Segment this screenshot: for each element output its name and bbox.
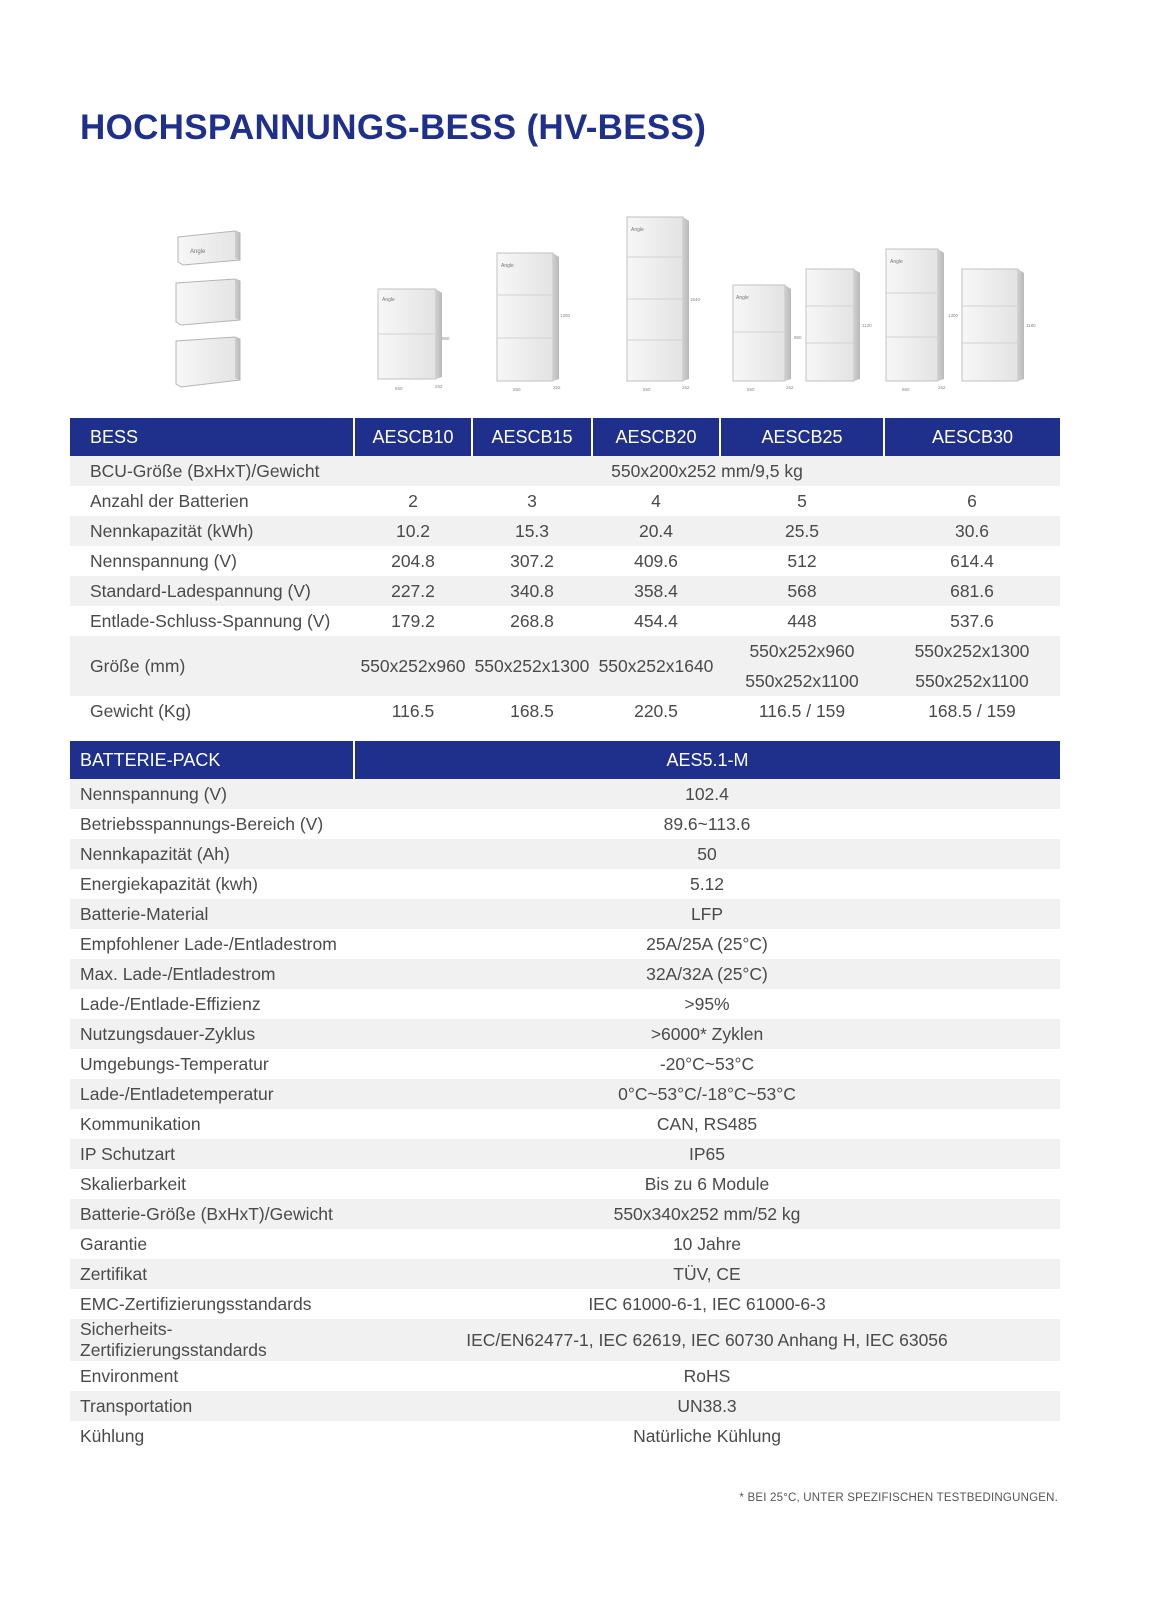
table-row bbox=[70, 546, 1060, 576]
cell-value: 15.3 bbox=[472, 516, 592, 546]
width-dim: 550 bbox=[747, 387, 755, 392]
width-dim: 550 bbox=[395, 386, 403, 391]
table-row bbox=[70, 869, 1060, 899]
cell-value: 25.5 bbox=[720, 516, 884, 546]
cell-value: 30.6 bbox=[884, 516, 1060, 546]
page-title: HOCHSPANNUNGS-BESS (HV-BESS) bbox=[80, 108, 707, 147]
pack-header-row bbox=[70, 741, 1060, 779]
cell-value: 550x340x252 mm/52 kg bbox=[354, 1199, 1060, 1229]
depth-dim: 252 bbox=[938, 385, 946, 390]
cell-value: 358.4 bbox=[592, 576, 720, 606]
brand-mark: Angle bbox=[382, 297, 395, 303]
table-row bbox=[70, 1049, 1060, 1079]
height-dim: 960 bbox=[794, 335, 802, 340]
table-row bbox=[70, 1259, 1060, 1289]
row-label: Lade-/Entladetemperatur bbox=[70, 1079, 354, 1109]
row-label: Nutzungsdauer-Zyklus bbox=[70, 1019, 354, 1049]
cell-value: 568 bbox=[720, 576, 884, 606]
row-label: Garantie bbox=[80, 1233, 148, 1254]
size-value-top: 550x252x1300 bbox=[914, 641, 1030, 661]
cell-value: Bis zu 6 Module bbox=[644, 1173, 770, 1194]
cell-value: 409.6 bbox=[634, 550, 678, 571]
cell-value: CAN, RS485 bbox=[656, 1113, 758, 1134]
cell-value: 537.6 bbox=[950, 610, 994, 631]
row-label: IP Schutzart bbox=[70, 1139, 354, 1169]
table-row bbox=[70, 809, 1060, 839]
exploded-stack-image bbox=[176, 231, 240, 387]
brand-mark: Angle bbox=[890, 259, 903, 265]
cell-value: 32A/32A (25°C) bbox=[354, 959, 1060, 989]
cell-value: -20°C~53°C bbox=[659, 1053, 755, 1074]
bess-header-row bbox=[70, 418, 1060, 456]
table-row bbox=[70, 1391, 1060, 1421]
cell-value bbox=[720, 636, 884, 696]
model-header-aescb30: AESCB30 bbox=[884, 418, 1060, 456]
size-value-top: 550x252x960 bbox=[749, 641, 855, 661]
cell-value: 227.2 bbox=[354, 576, 472, 606]
cell-value: UN38.3 bbox=[354, 1391, 1060, 1421]
cell-value: 550x252x960 bbox=[354, 636, 472, 696]
height-dim-2: 1120 bbox=[862, 323, 872, 328]
row-label: Nennkapazität (kWh) bbox=[70, 516, 354, 546]
row-label: Anzahl der Batterien bbox=[90, 490, 249, 511]
cell-value: 4 bbox=[651, 490, 661, 511]
row-label: BCU-Größe (BxHxT)/Gewicht bbox=[70, 456, 354, 486]
cell-value: 340.8 bbox=[472, 576, 592, 606]
cell-value: 89.6~113.6 bbox=[663, 813, 751, 834]
table-row bbox=[70, 1169, 1060, 1199]
brand-mark: Angle bbox=[501, 263, 514, 269]
table-row bbox=[70, 1319, 1060, 1361]
table-row bbox=[70, 839, 1060, 869]
size-value-bottom: 550x252x1100 bbox=[745, 671, 859, 691]
table-row bbox=[70, 1109, 1060, 1139]
cell-value: IEC/EN62477-1, IEC 62619, IEC 60730 Anhang H, IEC 63056 bbox=[354, 1319, 1060, 1361]
cell-value: 168.5 / 159 bbox=[928, 700, 1016, 721]
row-label: Kühlung bbox=[80, 1425, 145, 1446]
pack-header-label: BATTERIE-PACK bbox=[70, 741, 354, 779]
aescb30-image bbox=[886, 249, 1036, 392]
cell-value: 512 bbox=[787, 550, 817, 571]
cell-value: 25A/25A (25°C) bbox=[646, 933, 768, 954]
pack-model-header: AES5.1-M bbox=[354, 741, 1060, 779]
row-label: Entlade-Schluss-Spannung (V) bbox=[90, 610, 331, 631]
depth-dim: 252 bbox=[435, 384, 443, 389]
cell-value: 614.4 bbox=[950, 550, 994, 571]
height-dim: 1300 bbox=[560, 313, 571, 318]
table-row bbox=[70, 456, 1060, 486]
bess-header-label: BESS bbox=[70, 418, 354, 456]
footnote: * BEI 25°C, UNTER SPEZIFISCHEN TESTBEDINGUNGEN. bbox=[739, 1492, 1058, 1504]
cell-value: >95% bbox=[684, 993, 730, 1014]
table-row bbox=[70, 1019, 1060, 1049]
height-dim: 1300 bbox=[948, 313, 959, 318]
row-label: Skalierbarkeit bbox=[80, 1173, 187, 1194]
table-row bbox=[70, 1079, 1060, 1109]
cell-value: 204.8 bbox=[391, 550, 435, 571]
model-header-aescb15: AESCB15 bbox=[472, 418, 592, 456]
cell-value: 20.4 bbox=[592, 516, 720, 546]
table-row bbox=[70, 1199, 1060, 1229]
cell-value: 10.2 bbox=[354, 516, 472, 546]
size-value-bottom: 550x252x1100 bbox=[915, 671, 1029, 691]
row-label: Zertifikat bbox=[70, 1259, 354, 1289]
cell-value: 268.8 bbox=[510, 610, 554, 631]
row-label: Nennkapazität (Ah) bbox=[70, 839, 354, 869]
cell-value: 10 Jahre bbox=[672, 1233, 742, 1254]
cell-value: 220.5 bbox=[634, 700, 678, 721]
cell-value: 102.4 bbox=[354, 779, 1060, 809]
width-dim: 550 bbox=[902, 387, 910, 392]
table-row bbox=[70, 1229, 1060, 1259]
brand-mark: Angle bbox=[736, 295, 749, 301]
cell-value: 307.2 bbox=[510, 550, 554, 571]
height-dim: 960 bbox=[442, 336, 450, 341]
cell-value: >6000* Zyklen bbox=[354, 1019, 1060, 1049]
brand-mark: Angle bbox=[631, 227, 644, 233]
row-label: Umgebungs-Temperatur bbox=[80, 1053, 269, 1074]
model-header-aescb25: AESCB25 bbox=[720, 418, 884, 456]
table-row bbox=[70, 1139, 1060, 1169]
row-label: Energiekapazität (kwh) bbox=[80, 873, 258, 894]
row-label: EMC-Zertifizierungsstandards bbox=[80, 1293, 312, 1314]
row-label: Nennspannung (V) bbox=[70, 779, 354, 809]
row-label: Kommunikation bbox=[80, 1113, 201, 1134]
product-images bbox=[70, 205, 1060, 405]
model-header-aescb10: AESCB10 bbox=[354, 418, 472, 456]
table-row bbox=[70, 899, 1060, 929]
cell-value: 550x252x1300 bbox=[472, 636, 592, 696]
row-label: Gewicht (Kg) bbox=[90, 700, 192, 721]
aescb15-image bbox=[497, 253, 571, 392]
row-label: Größe (mm) bbox=[70, 636, 354, 696]
row-label: Nennspannung (V) bbox=[90, 550, 237, 571]
cell-value: 6 bbox=[967, 490, 977, 511]
row-label: Environment bbox=[80, 1365, 179, 1386]
table-row bbox=[70, 486, 1060, 516]
aescb10-image bbox=[378, 289, 450, 391]
row-label: Max. Lade-/Entladestrom bbox=[70, 959, 354, 989]
cell-value: 681.6 bbox=[884, 576, 1060, 606]
table-row bbox=[70, 696, 1060, 726]
table-row bbox=[70, 576, 1060, 606]
cell-value: 116.5 / 159 bbox=[758, 700, 846, 721]
row-label: Sicherheits-Zertifizierungsstandards bbox=[70, 1319, 354, 1361]
aescb20-image bbox=[627, 217, 701, 392]
cell-value: 454.4 bbox=[634, 610, 678, 631]
model-header-aescb20: AESCB20 bbox=[592, 418, 720, 456]
table-row bbox=[70, 606, 1060, 636]
cell-value: 179.2 bbox=[391, 610, 435, 631]
row-label: Batterie-Material bbox=[70, 899, 354, 929]
cell-value: 5.12 bbox=[689, 873, 725, 894]
table-row bbox=[70, 516, 1060, 546]
table-row bbox=[70, 959, 1060, 989]
cell-value: TÜV, CE bbox=[354, 1259, 1060, 1289]
cell-value: 5 bbox=[797, 490, 807, 511]
cell-value bbox=[884, 636, 1060, 696]
table-row bbox=[70, 1421, 1060, 1451]
cell-value: Natürliche Kühlung bbox=[633, 1425, 781, 1446]
row-label: Lade-/Entlade-Effizienz bbox=[80, 993, 261, 1014]
cell-value: 0°C~53°C/-18°C~53°C bbox=[354, 1079, 1060, 1109]
table-row bbox=[70, 636, 1060, 696]
row-label: Transportation bbox=[70, 1391, 354, 1421]
row-label: Standard-Ladespannung (V) bbox=[70, 576, 354, 606]
cell-value: 50 bbox=[354, 839, 1060, 869]
cell-value: IEC 61000-6-1, IEC 61000-6-3 bbox=[588, 1293, 826, 1314]
cell-value: 3 bbox=[527, 490, 537, 511]
height-dim: 1640 bbox=[690, 297, 701, 302]
battery-pack-spec-table bbox=[70, 741, 1060, 1451]
brand-mark: Angle bbox=[190, 249, 206, 255]
height-dim-2: 1180 bbox=[1026, 323, 1036, 328]
cell-value: 550x200x252 mm/9,5 kg bbox=[354, 456, 1060, 486]
depth-dim: 252 bbox=[786, 385, 794, 390]
width-dim: 550 bbox=[513, 387, 521, 392]
depth-dim: 252 bbox=[682, 385, 690, 390]
table-row bbox=[70, 1361, 1060, 1391]
cell-value: IP65 bbox=[354, 1139, 1060, 1169]
cell-value: 448 bbox=[787, 610, 817, 631]
product-illustrations bbox=[70, 205, 1060, 405]
cell-value: 168.5 bbox=[510, 700, 554, 721]
cell-value: LFP bbox=[354, 899, 1060, 929]
cell-value: 2 bbox=[408, 490, 418, 511]
row-label: Batterie-Größe (BxHxT)/Gewicht bbox=[70, 1199, 354, 1229]
bess-spec-table bbox=[70, 418, 1060, 726]
width-dim: 550 bbox=[643, 387, 651, 392]
depth-dim: 252 bbox=[553, 385, 561, 390]
table-row bbox=[70, 1289, 1060, 1319]
table-row bbox=[70, 779, 1060, 809]
row-label: Betriebsspannungs-Bereich (V) bbox=[80, 813, 324, 834]
cell-value: RoHS bbox=[683, 1365, 731, 1386]
table-row bbox=[70, 929, 1060, 959]
row-label: Empfohlener Lade-/Entladestrom bbox=[80, 933, 337, 954]
aescb25-image bbox=[733, 269, 872, 392]
table-row bbox=[70, 989, 1060, 1019]
cell-value: 116.5 bbox=[391, 700, 435, 721]
cell-value: 550x252x1640 bbox=[592, 636, 720, 696]
